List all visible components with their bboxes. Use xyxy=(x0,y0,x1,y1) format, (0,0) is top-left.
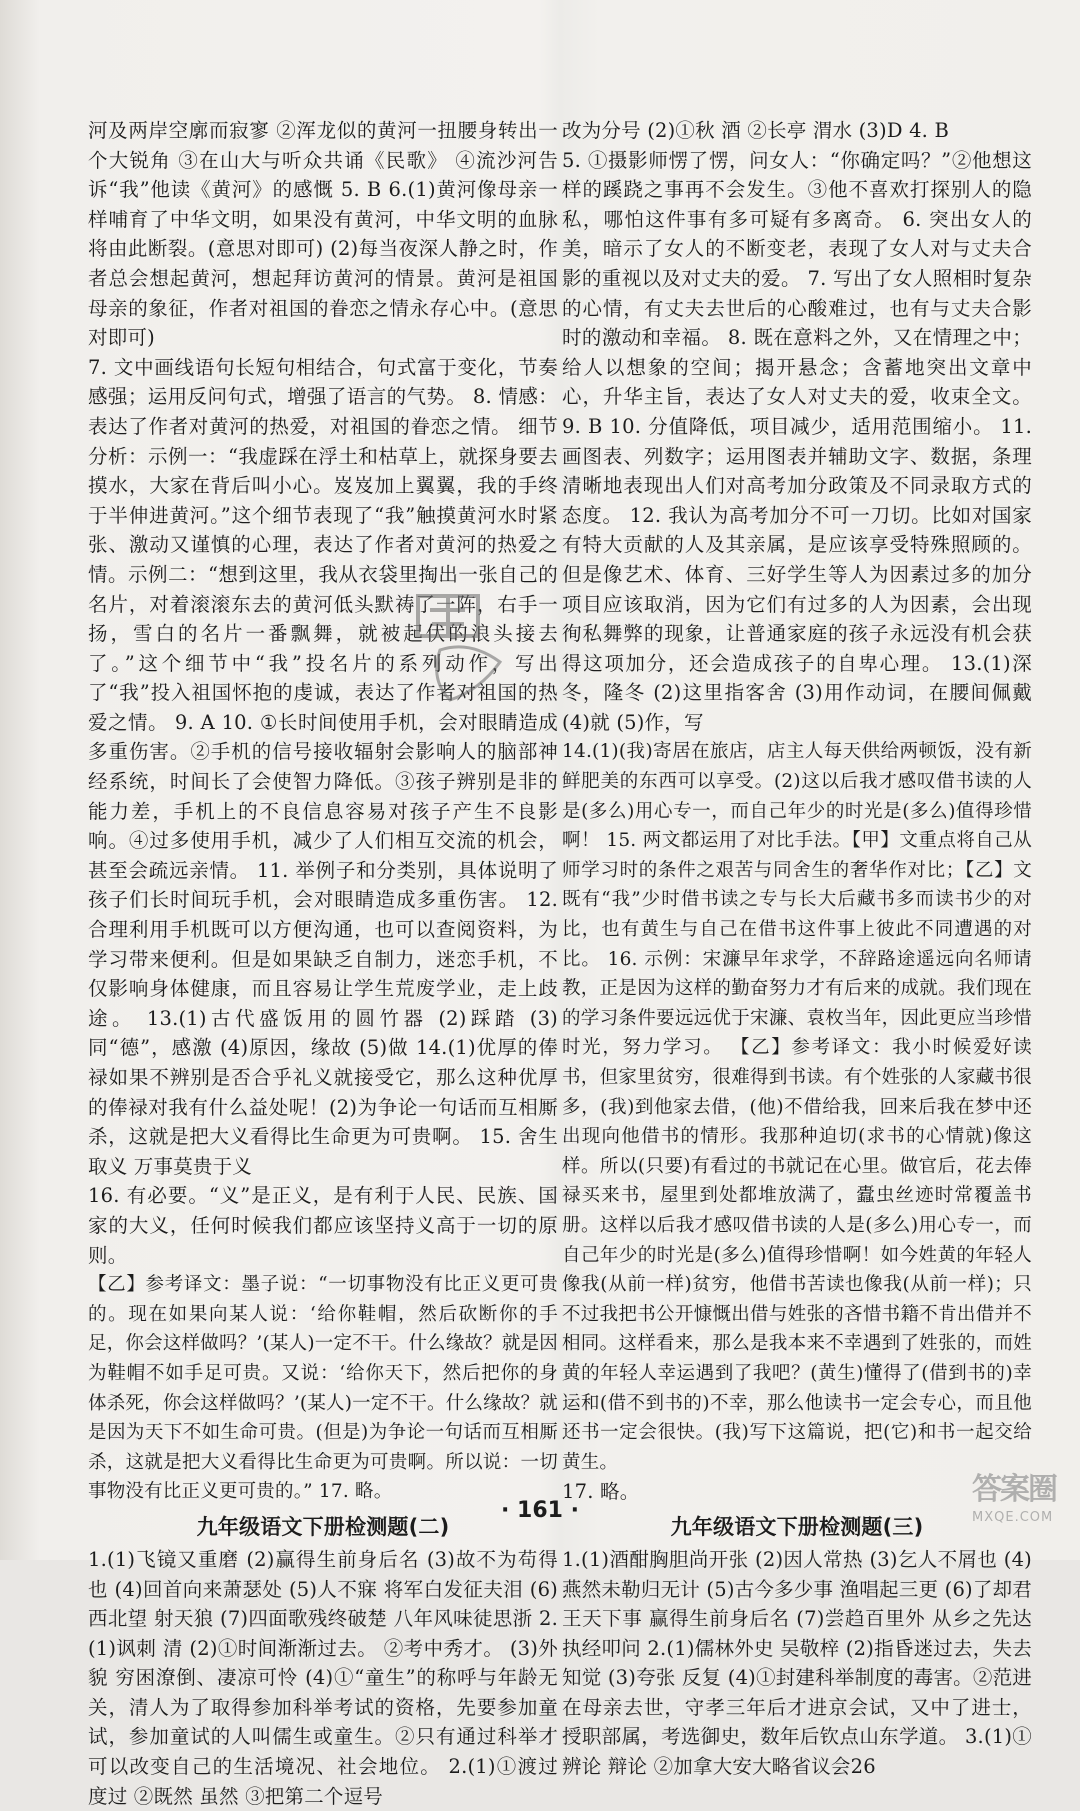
left-column xyxy=(88,116,558,1811)
answer-paragraph: 5. ①摄影师愣了愣，问女人：“你确定吗？”②他想这样的蹊跷之事再不会发生。③他不喜欢打探别人的隐私，哪怕这件事有多可疑有多离奇。 6. 突出女人的美，暗示了女人的不断变老，表现了女人对与丈夫合影的重视以及对丈夫的爱。 7. 写出了女人照相时复杂的心情，有丈夫去世后的心酸难过，也有与丈夫合影时的激动和幸福。 8. 既在意料之外，又在情理之中；给人以想象的空间；揭开悬念；含蓄地突出文章中心，升华主旨，表达了女人对丈夫的爱，收束全文。 9. B 10. 分值降低，项目减少，适用范围缩小。 11. 画图表、列数字；运用图表并辅助文字、数据，条理清晰地表现出人们对高考加分政策及不同录取方式的态度。 12. 我认为高考加分不可一刀切。比如对国家有特大贡献的人及其亲属，是应该享受特殊照顾的。但是像艺术、体育、三好学生等人为因素过多的加分项目应该取消，因为它们有过多的人为因素，会出现徇私舞弊的现象，让普通家庭的孩子永远没有机会获得这项加分，还会造成孩子的自卑心理。 13.(1)深冬，隆冬 (2)这里指客舍 (3)用作动词，在腰间佩戴 (4)就 (5)作，写 xyxy=(562,148,1032,734)
section-heading-2: 九年级语文下册检测题(二) xyxy=(196,1514,450,1539)
answer-paragraph: 14.(1)(我)寄居在旅店，店主人每天供给两顿饭，没有新鲜肥美的东西可以享受。(2)这以后我才感叹借书读的人是(多么)用心专一，而自己年少的时光是(多么)值得珍惜啊！ 15. 两文都运用了对比手法。【甲】文重点将自己从师学习时的条件之艰苦与同舍生的奢华作对比；【乙】文既有“我”少时借书读之专与长大后藏书多而读书少的对比，也有黄生与自己在借书这件事上彼此不同遭遇的对比。 16. 示例：宋濂早年求学，不辞路途遥远向名师请教，正是因为这样的勤奋努力才有后来的成就。我们现在的学习条件要远远优于宋濂、袁枚当年，因此更应当珍惜时光，努力学习。 【乙】参考译文：我小时候爱好读书，但家里贫穷，很难得到书读。有个姓张的人家藏书很多，(我)到他家去借，(他)不借给我，回来后我在梦中还出现向他借书的情形。我那种迫切(求书的心情就)像这样。所以(只要)有看过的书就记在心里。做官后，花去俸禄买来书，屋里到处都堆放满了，蠹虫丝迹时常覆盖书册。这样以后我才感叹借书读的人是(多么)用心专一，而自己年少的时光是(多么)值得珍惜啊！如今姓黄的年轻人像我(从前一样)贫穷，他借书苦读也像我(从前一样)；只不过我把书公开慷慨出借与姓张的吝惜书籍不肯出借并不相同。这样看来，那么是我本来不幸遇到了姓张的，而姓黄的年轻人幸运遇到了我吧？(黄生)懂得了(借到书的)幸运和(借不到书的)不幸，那么他读书一定会专心，而且他还书一定会很快。(我)写下这篇说，把(它)和书一起交给黄生。 xyxy=(562,741,1032,1473)
answer-paragraph: 改为分号 (2)①秋 酒 ②长亭 渭水 (3)D 4. B xyxy=(562,119,950,142)
watermark-url: MXQE.COM xyxy=(972,1510,1054,1525)
answer-paragraph: 7. 文中画线语句长短句相结合，句式富于变化，节奏感强；运用反问句式，增强了语言的气势。 8. 情感：表达了作者对黄河的热爱，对祖国的眷恋之情。 细节分析：示例一：“我虚踩在浮土和枯草上，就探身要去摸水，大家在背后叫小心。岌岌加上翼翼，我的手终于半伸进黄河。”这个细节表现了“我”触摸黄河水时紧张、激动又谨慎的心理，表达了作者对黄河的热爱之情。示例二：“想到这里，我从衣袋里掏出一张自己的名片，对着滚滚东去的黄河低头默祷了一阵，右手一扬，雪白的名片一番飘舞，就被起伏的浪头接去了。”这个细节中“我”投名片的系列动作，写出了“我”投入祖国怀抱的虔诚，表达了作者对祖国的热爱之情。 9. A 10. ①长时间使用手机，会对眼睛造成多重伤害。②手机的信号接收辐射会影响人的脑部神经系统，时间长了会使智力降低。③孩子辨别是非的能力差，手机上的不良信息容易对孩子产生不良影响。④过多使用手机，减少了人们相互交流的机会，甚至会疏远亲情。 11. 举例子和分类别，具体说明了孩子们长时间玩手机，会对眼睛造成多重伤害。 12. 合理利用手机既可以方便沟通，也可以查阅资料，为学习带来便利。但是如果缺乏自制力，迷恋手机，不仅影响身体健康，而且容易让学生荒废学业，走上歧途。 13.(1)古代盛饭用的圆竹器 (2)踩踏 (3)同“德”，感激 (4)原因，缘故 (5)做 14.(1)优厚的俸禄如果不辨别是否合乎礼义就接受它，那么这种优厚的俸禄对我有什么益处呢！(2)为争论一句话而互相厮杀，这就是把大义看得比生命更为可贵啊。 15. 舍生取义 万事莫贵于义 xyxy=(88,355,558,1178)
answer-paragraph: 16. 有必要。“义”是正义，是有利于人民、民族、国家的大义，任何时候我们都应该坚持义高于一切的原则。 xyxy=(88,1184,558,1267)
right-column xyxy=(562,116,1032,1782)
translation-paragraph: 【乙】参考译文：墨子说：“一切事物没有比正义更可贵的。现在如果向某人说：‘给你鞋帽，然后砍断你的手足，你会这样做吗？’(某人)一定不干。什么缘故？就是因为鞋帽不如手足可贵。又说：‘给你天下，然后把你的身体杀死，你会这样做吗？’(某人)一定不干。什么缘故？就是因为天下不如生命可贵。(但是)为争论一句话而互相厮杀，这就是把大义看得比生命更为可贵啊。所以说：一切事物没有比正义更可贵的。” 17. 略。 xyxy=(88,1274,558,1503)
answer-paragraph: 1.(1)酒酣胸胆尚开张 (2)因人常热 (3)乞人不屑也 (4)燕然未勒归无计 (5)古今多少事 渔唱起三更 (6)了却君王天下事 赢得生前身后名 (7)尝趋百里外 从乡之先达执经叩问 2.(1)儒林外史 吴敬梓 (2)指昏迷过去，失去知觉 (3)夸张 反复 (4)①封建科举制度的毒害。②范进在母亲去世，守孝三年后才进京会试，又中了进士，授职部属，考选御史，数年后钦点山东学道。 3.(1)①辨论 辩论 ②加拿大安大略省议会26 xyxy=(562,1547,1032,1779)
watermark xyxy=(972,1470,1072,1550)
watermark-logo-icon: 答案圈 xyxy=(972,1472,1056,1507)
ink-stamp-icon xyxy=(410,590,520,720)
answer-paragraph: 河及两岸空廓而寂寥 ②浑龙似的黄河一扭腰身转出一个大锐角 ③在山大与听众共诵《民歌》 ④流沙河告诉“我”他读《黄河》的感慨 5. B 6.(1)黄河像母亲一样哺育了中华文明，如果没有黄河，中华文明的血脉将由此断裂。(意思对即可) (2)每当夜深人静之时，作者总会想起黄河，想起拜访黄河的情景。黄河是祖国母亲的象征，作者对祖国的眷恋之情永存心中。(意思对即可) xyxy=(88,119,558,350)
section-heading-3: 九年级语文下册检测题(三) xyxy=(670,1514,924,1539)
answer-paragraph: 17. 略。 xyxy=(562,1480,640,1504)
page-number: · 161 · xyxy=(501,1498,579,1523)
answer-paragraph: 1.(1)飞镜又重磨 (2)赢得生前身后名 (3)故不为苟得也 (4)回首向来萧瑟处 (5)人不寐 将军白发征夫泪 (6)西北望 射天狼 (7)四面歌残终破楚 八年风味徒思浙 2.(1)讽刺 清 (2)①时间渐渐过去。 ②考中秀才。 (3)外貌 穷困潦倒、凄凉可怜 (4)①“童生”的称呼与年龄无关，清人为了取得参加科举考试的资格，先要参加童试，参加童试的人叫儒生或童生。②只有通过科举才可以改变自己的生活境况、社会地位。 2.(1)①渡过 度过 ②既然 虽然 ③把第二个逗号 xyxy=(88,1547,558,1808)
